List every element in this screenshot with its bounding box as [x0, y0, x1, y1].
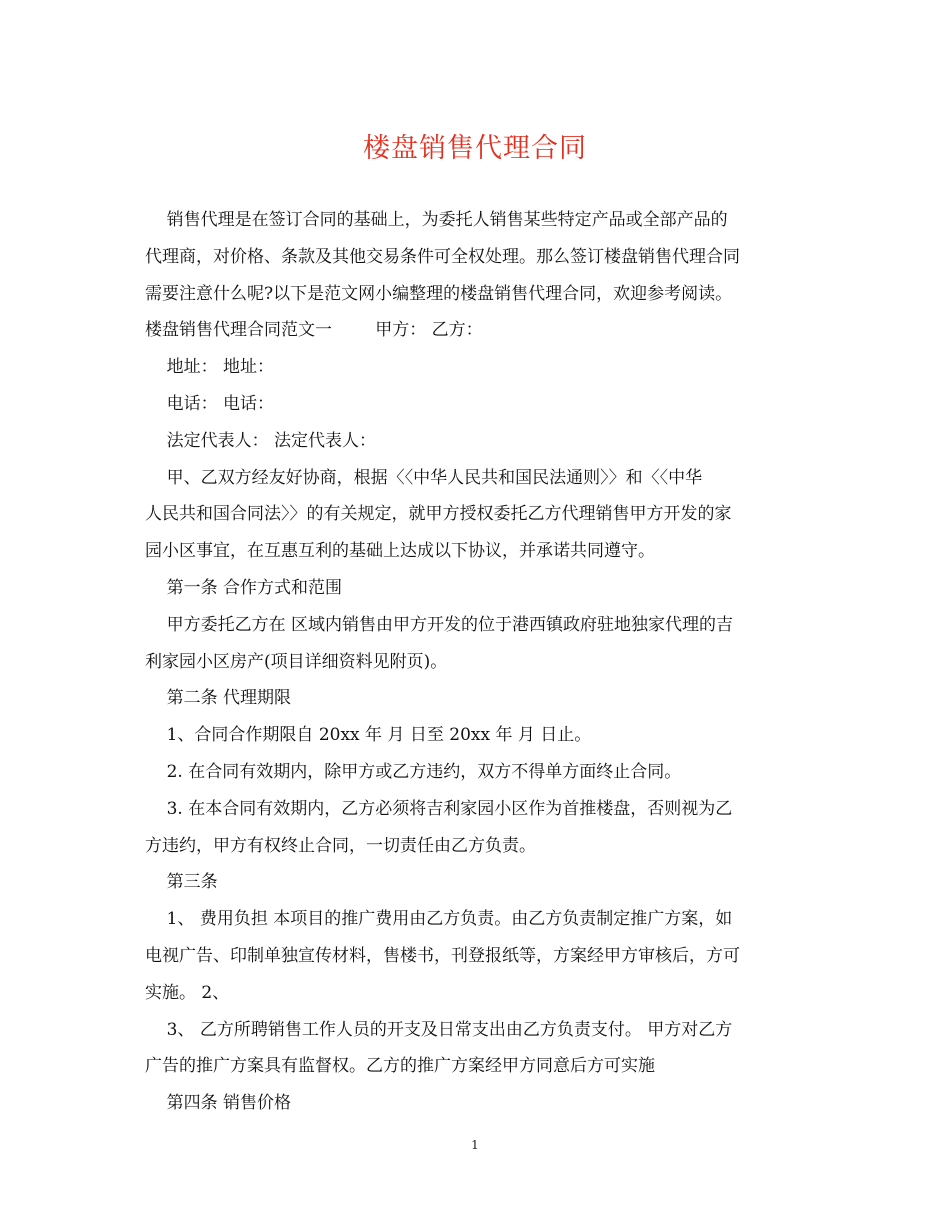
text-line: 人民共和国合同法〉〉的有关规定，就甲方授权委托乙方代理销售甲方开发的家 [145, 504, 732, 525]
text-line: 1、 费用负担 本项目的推广费用由乙方负责。由乙方负责制定推广方案，如 [145, 909, 733, 930]
text-line: 楼盘销售代理合同范文一 甲方： 乙方： [145, 320, 483, 341]
page-number: 1 [471, 1138, 479, 1152]
document-body [145, 202, 810, 1122]
section-heading: 第二条 代理期限 [145, 688, 292, 709]
text-line: 3、 乙方所聘销售工作人员的开支及日常支出由乙方负责支付。 甲方对乙方 [145, 1019, 733, 1040]
text-line: 1、合同合作期限自 20xx 年 月 日至 20xx 年 月 日止。 [145, 725, 592, 746]
text-line: 广告的推广方案具有监督权。乙方的推广方案经甲方同意后方可实施 [145, 1056, 655, 1077]
text-line: 地址： 地址： [145, 357, 275, 378]
text-line: 2. 在合同有效期内，除甲方或乙方违约，双方不得单方面终止合同。 [145, 761, 682, 782]
section-heading: 第三条 [145, 872, 218, 893]
text-line: 电话： 电话： [145, 393, 275, 414]
text-line: 甲方委托乙方在 区域内销售由甲方开发的位于港西镇政府驻地独家代理的吉 [145, 614, 734, 635]
text-line: 电视广告、印制单独宣传材料，售楼书，刊登报纸等，方案经甲方审核后，方可 [145, 945, 740, 966]
text-line: 甲、乙双方经友好协商，根据〈〈中华人民共和国民法通则〉〉和〈〈中华 [145, 467, 703, 488]
text-line: 实施。 2、 [145, 982, 230, 1003]
text-line: 代理商，对价格、条款及其他交易条件可全权处理。那么签订楼盘销售代理合同 [145, 246, 740, 267]
document-title: 楼盘销售代理合同 [363, 133, 587, 164]
text-line: 方违约，甲方有权终止合同，一切责任由乙方负责。 [145, 835, 536, 856]
text-line: 法定代表人： 法定代表人： [145, 430, 377, 451]
section-heading: 第一条 合作方式和范围 [145, 577, 343, 598]
text-line: 利家园小区房产(项目详细资料见附页)。 [145, 651, 448, 672]
text-line: 园小区事宜，在互惠互利的基础上达成以下协议，并承诺共同遵守。 [145, 541, 655, 562]
text-line: 需要注意什么呢?以下是范文网小编整理的楼盘销售代理合同，欢迎参考阅读。 [145, 283, 733, 304]
text-line: 3. 在本合同有效期内，乙方必须将吉利家园小区作为首推楼盘，否则视为乙 [145, 798, 733, 819]
section-heading: 第四条 销售价格 [145, 1093, 292, 1114]
text-line: 销售代理是在签订合同的基础上，为委托人销售某些特定产品或全部产品的 [145, 210, 728, 230]
